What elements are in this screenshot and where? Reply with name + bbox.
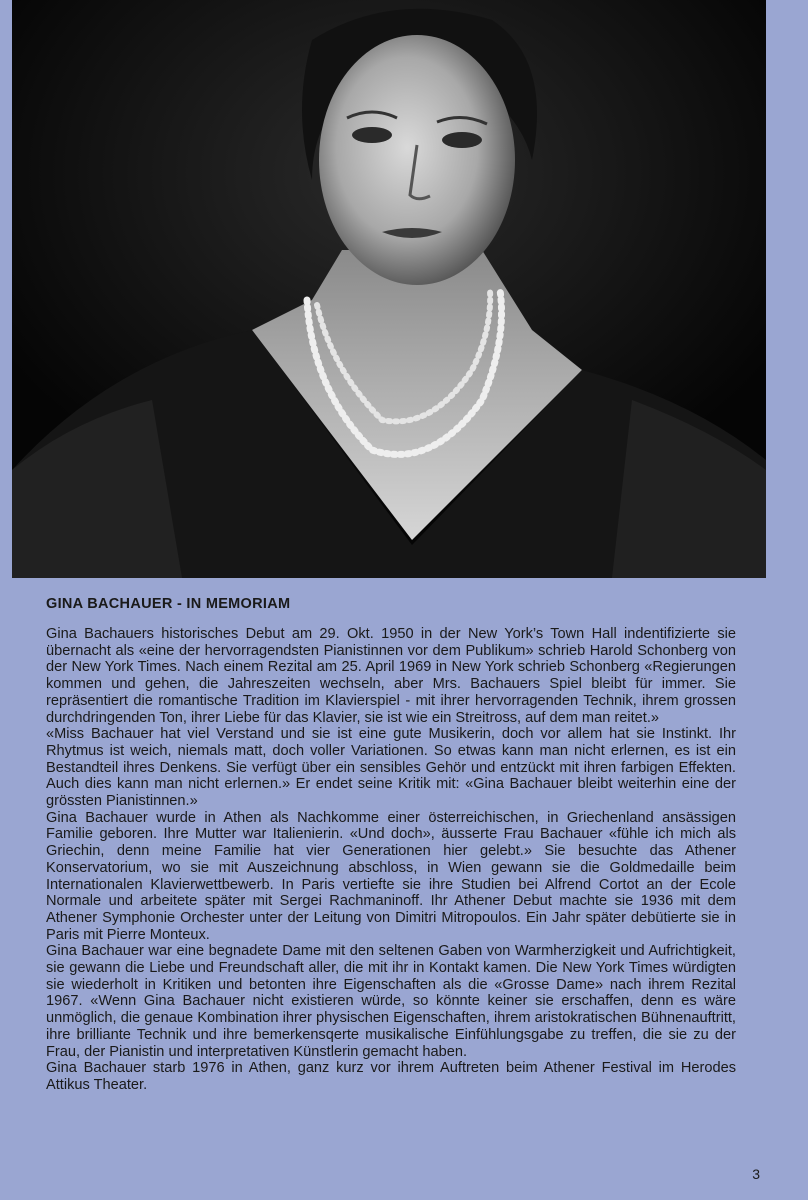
page-number: 3 bbox=[752, 1166, 760, 1182]
article bbox=[46, 596, 736, 1094]
article-paragraph: Gina Bachauer starb 1976 in Athen, ganz kurz vor ihrem Auftreten beim Athener Festival im Herodes Attikus Theater. bbox=[46, 1060, 736, 1093]
article-paragraph: Gina Bachauer war eine begnadete Dame mit den seltenen Gaben von Warmherzigkeit und Aufrichtigkeit, sie gewann die Liebe und Freundschaft aller, die mit ihr in Kontakt kamen. Die New York Times würdigten sie wiederholt in Kritiken und betonten ihre Eigenschaften als die «Grosse Dame» nach ihrem Rezital 1967. «Wenn Gina Bachauer nicht existieren würde, so könnte keiner sie erschaffen, denn es wäre unmöglich, die genaue Kombination ihrer physischen Eigenschaften, ihrem aristokratischen Bühnenauftritt, ihre brilliante Technik und ihre bemerkensqerte musikalische Einfühlungsgabe zu treffen, die sie zu der Frau, der Pianistin und interpretativen Künstlerin gemacht haben. bbox=[46, 943, 736, 1060]
article-paragraph: «Miss Bachauer hat viel Verstand und sie ist eine gute Musikerin, doch vor allem hat sie Instinkt. Ihr Rhytmus ist weich, niemals matt, doch voller Variationen. So etwas kann man nicht erlernen, es ist ein Bestandteil ihres Denkens. Sie verfügt über ein sensibles Gehör und entzückt mit ihren farbigen Effekten. Auch dies kann man nicht erlernen.» Er endet seine Kritik mit: «Gina Bachauer bleibt weiterhin eine der grössten Pianistinnen.» bbox=[46, 726, 736, 810]
article-body bbox=[46, 626, 736, 1094]
portrait-photo bbox=[12, 0, 766, 578]
portrait-illustration bbox=[12, 0, 766, 578]
article-paragraph: Gina Bachauers historisches Debut am 29. Okt. 1950 in der New York’s Town Hall indentifizierte sie übernacht als «eine der hervorragendsten Pianistinnen vor dem Publikum» schrieb Harold Schonberg von der New York Times. Nach einem Rezital am 25. April 1969 in New York schrieb Schonberg «Regierungen kommen und gehen, die Jahreszeiten wechseln, aber Mrs. Bachauers Spiel bleibt für immer. Sie repräsentiert die romantische Tradition im Klavierspiel - mit ihrer hervorragenden Technik, ihrem grossen durchdringenden Ton, ihrer Liebe für das Klavier, sie ist wie ein Streitross, auf dem man reitet.» bbox=[46, 626, 736, 726]
article-paragraph: Gina Bachauer wurde in Athen als Nachkomme einer österreichischen, in Griechenland ansässigen Familie geboren. Ihre Mutter war Italienierin. «Und doch», äusserte Frau Bachauer «fühle ich mich als Griechin, denn meine Familie hat vier Generationen hier gelebt.» Sie besuchte das Athener Konservatorium, wo sie mit Auszeichnung abschloss, in Wien gewann sie die Goldmedaille beim Internationalen Klavierwettbewerb. In Paris vertiefte sie ihre Studien bei Alfrend Cortot an der Ecole Normale und arbeitete später mit Sergei Rachmaninoff. Ihr Athener Debut machte sie 1936 mit dem Athener Symphonie Orchester unter der Leitung von Dimitri Mitropoulos. Ein Jahr später debütierte sie in Paris mit Pierre Monteux. bbox=[46, 809, 736, 943]
article-title: GINA BACHAUER - IN MEMORIAM bbox=[46, 596, 291, 612]
